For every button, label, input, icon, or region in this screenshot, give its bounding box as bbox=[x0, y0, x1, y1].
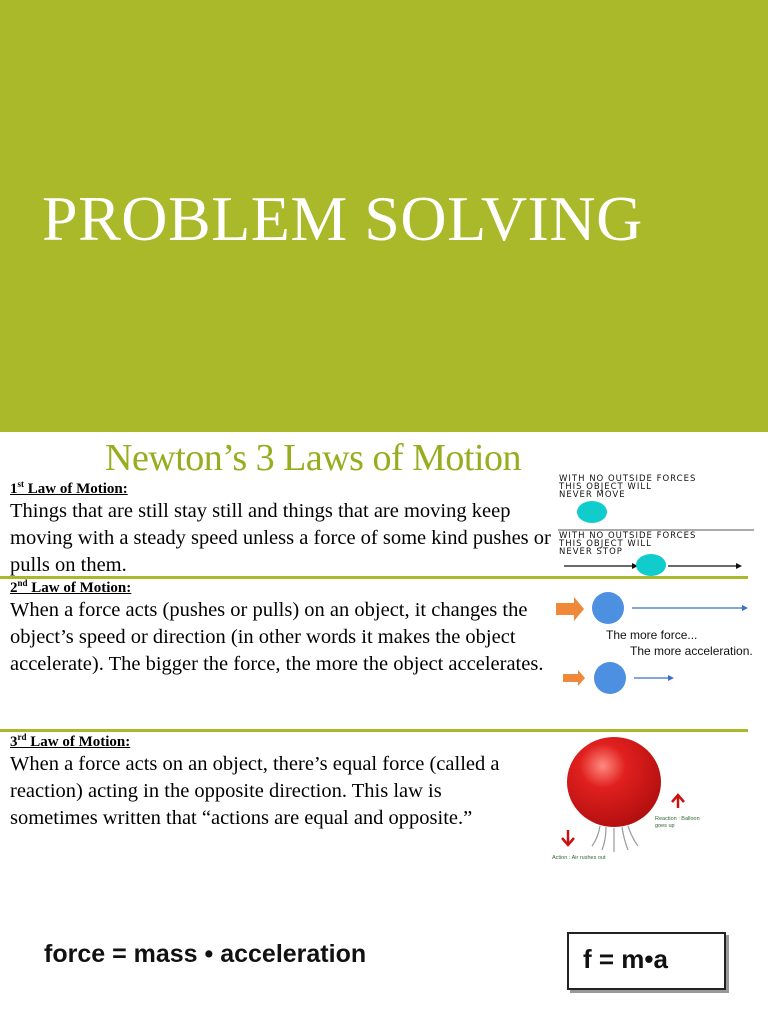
slide-title: PROBLEM SOLVING bbox=[42, 183, 643, 254]
first-law-drawing bbox=[556, 474, 756, 578]
law-1-heading bbox=[10, 479, 128, 498]
law-2-heading-label: Law of Motion: bbox=[27, 580, 132, 596]
ball-big-force-icon bbox=[592, 592, 624, 624]
reaction-up-arrow-icon bbox=[672, 795, 684, 808]
balloon-icon bbox=[567, 737, 661, 827]
law-1-number: 1 bbox=[10, 481, 18, 497]
big-force-arrow-icon bbox=[556, 597, 584, 621]
first-law-label-top-line-1: WITH NO OUTSIDE FORCES bbox=[559, 474, 697, 484]
law-2-number: 2 bbox=[10, 580, 18, 596]
still-ball-icon bbox=[577, 501, 607, 523]
law-2-suffix: nd bbox=[17, 578, 28, 588]
law-3-suffix: rd bbox=[17, 732, 27, 742]
motion-arrow-right-head bbox=[736, 563, 742, 569]
more-force-caption: The more force... bbox=[606, 628, 698, 642]
law-3-number: 3 bbox=[10, 734, 18, 750]
first-law-label-top-line-2: THIS OBJECT WILL bbox=[559, 482, 652, 492]
first-law-label-top-line-3: NEVER MOVE bbox=[559, 490, 626, 500]
first-law-figure bbox=[556, 474, 756, 578]
first-law-label-bottom-line-1: WITH NO OUTSIDE FORCES bbox=[559, 531, 697, 541]
third-law-drawing bbox=[548, 736, 748, 866]
first-law-label-bottom bbox=[559, 532, 696, 556]
third-law-figure bbox=[548, 736, 748, 866]
title-banner bbox=[0, 0, 768, 432]
first-law-label-bottom-line-2: THIS OBJECT WILL bbox=[559, 539, 652, 549]
small-force-arrow-icon bbox=[563, 670, 585, 686]
first-law-label-bottom-line-3: NEVER STOP bbox=[559, 547, 623, 557]
law-3-heading bbox=[10, 732, 130, 751]
action-caption: Action : Air rushes out bbox=[552, 855, 606, 861]
moving-ball-icon bbox=[636, 554, 666, 576]
formula-symbols: f = m•a bbox=[583, 944, 668, 974]
law-3-text: When a force acts on an object, there’s equal force (called a reaction) acting in the opposite direction. This law is sometimes written that “actions are equal and opposite.” bbox=[10, 753, 500, 829]
law-2-heading bbox=[10, 578, 131, 597]
formula-box bbox=[567, 932, 726, 990]
law-1-heading-label: Law of Motion: bbox=[24, 481, 128, 497]
ball-small-force-icon bbox=[594, 662, 626, 694]
formula-words: force = mass • acceleration bbox=[44, 940, 367, 968]
balloon-knot-icon bbox=[592, 826, 638, 852]
long-acceleration-arrow-head bbox=[742, 605, 748, 611]
law-3-heading-label: Law of Motion: bbox=[26, 734, 131, 750]
action-down-arrow-icon bbox=[562, 830, 574, 845]
section-title: Newton’s 3 Laws of Motion bbox=[105, 437, 522, 479]
short-acceleration-arrow-head bbox=[668, 675, 674, 681]
reaction-caption: Reaction : Balloon goes up bbox=[655, 816, 700, 829]
more-acceleration-caption: The more acceleration. bbox=[630, 644, 753, 658]
second-law-figure bbox=[556, 586, 761, 706]
law-2-text: When a force acts (pushes or pulls) on an object, it changes the object’s speed or direction (in other words it makes the object accelerate). The bigger the force, the more the object accelerates. bbox=[10, 599, 544, 675]
law-1-text: Things that are still stay still and things that are moving keep moving with a steady speed unless a force of some kind pushes or pulls on them. bbox=[10, 500, 551, 576]
law-1-suffix: st bbox=[17, 479, 24, 489]
